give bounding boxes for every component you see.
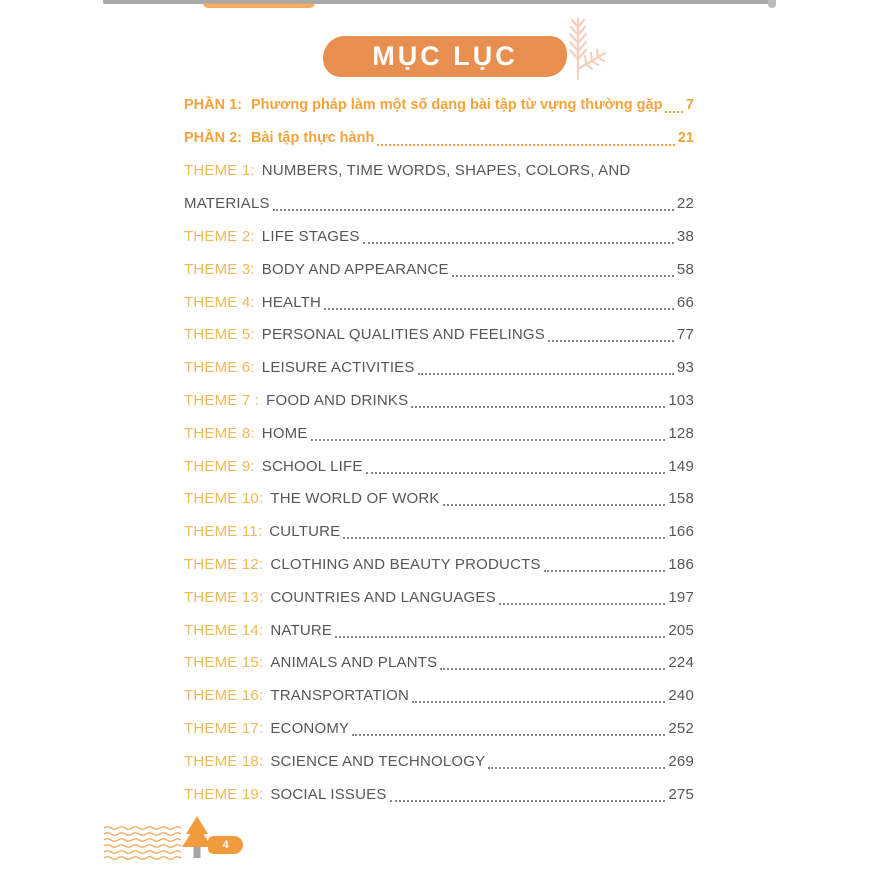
dot-leader — [488, 754, 665, 769]
dot-leader — [499, 590, 666, 605]
toc-theme-row — [184, 712, 694, 745]
theme-page-number: 166 — [668, 523, 694, 541]
toc-theme-row — [184, 614, 694, 647]
theme-page-number: 240 — [668, 687, 694, 705]
theme-title: LEISURE ACTIVITIES — [261, 359, 415, 377]
theme-title: ANIMALS AND PLANTS — [270, 654, 438, 672]
dot-leader — [411, 393, 665, 408]
theme-title: CULTURE — [269, 523, 341, 541]
toc-part-row — [184, 89, 694, 122]
theme-page-number: 269 — [668, 752, 694, 770]
theme-title: HEALTH — [261, 293, 322, 311]
theme-label: THEME 17: — [184, 720, 264, 738]
theme-title: TRANSPORTATION — [270, 687, 409, 705]
theme-page-number: 103 — [668, 392, 694, 410]
theme-label: THEME 15: — [184, 654, 264, 672]
theme-title: SOCIAL ISSUES — [270, 785, 387, 803]
theme-page-number: 22 — [676, 195, 694, 213]
theme-label: THEME 5: — [184, 326, 255, 344]
toc-theme-row — [184, 384, 694, 417]
toc-theme-row — [184, 253, 694, 286]
theme-label: THEME 2: — [184, 228, 255, 246]
theme-label: THEME 14: — [184, 621, 264, 639]
theme-label: THEME 8: — [184, 424, 255, 442]
toc-theme-row — [184, 647, 694, 680]
toc-theme-row — [184, 450, 694, 483]
theme-title: THE WORLD OF WORK — [270, 490, 440, 508]
toc-theme-row — [184, 319, 694, 352]
dot-leader — [548, 327, 674, 342]
dot-leader — [418, 360, 674, 375]
dot-leader — [352, 721, 665, 736]
dot-leader — [452, 262, 674, 277]
theme-label: THEME 13: — [184, 588, 264, 606]
dot-leader — [665, 98, 682, 113]
theme-title-continued: MATERIALS — [184, 195, 270, 213]
theme-label: THEME 11: — [184, 523, 263, 541]
theme-title: FOOD AND DRINKS — [266, 392, 409, 410]
toc-theme-row — [184, 745, 694, 778]
theme-label: THEME 16: — [184, 687, 264, 705]
toc-theme-row — [184, 286, 694, 319]
theme-page-number: 197 — [668, 588, 694, 606]
part-page-number: 7 — [685, 97, 694, 114]
theme-title: SCIENCE AND TECHNOLOGY — [270, 752, 486, 770]
theme-title: NUMBERS, TIME WORDS, SHAPES, COLORS, AND — [261, 162, 631, 180]
toc-theme-row — [184, 581, 694, 614]
dot-leader — [443, 491, 666, 506]
page-title: MỤC LỤC — [372, 41, 518, 71]
theme-title: HOME — [261, 424, 308, 442]
theme-label: THEME 4: — [184, 293, 255, 311]
toc-theme-row — [184, 483, 694, 516]
theme-page-number: 158 — [668, 490, 694, 508]
theme-label: THEME 6: — [184, 359, 255, 377]
dot-leader — [440, 655, 665, 670]
part-label: PHẦN 1: — [184, 97, 243, 114]
theme-page-number: 38 — [676, 228, 694, 246]
theme-page-number: 58 — [676, 260, 694, 278]
toc-list — [184, 89, 694, 811]
theme-label: THEME 19: — [184, 785, 264, 803]
theme-page-number: 186 — [668, 556, 694, 574]
toc-theme-row — [184, 417, 694, 450]
toc-theme-row — [184, 679, 694, 712]
theme-title: CLOTHING AND BEAUTY PRODUCTS — [270, 556, 541, 574]
page-number: 4 — [222, 839, 229, 851]
dot-leader — [273, 196, 674, 211]
toc-banner — [323, 36, 567, 77]
theme-label: THEME 9: — [184, 457, 255, 475]
theme-label: THEME 18: — [184, 752, 264, 770]
theme-title: PERSONAL QUALITIES AND FEELINGS — [261, 326, 546, 344]
dot-leader — [377, 131, 675, 146]
tree-icon — [177, 816, 217, 860]
toc-parts — [184, 89, 694, 155]
toc-theme-row — [184, 351, 694, 384]
theme-label: THEME 1: — [184, 162, 255, 180]
theme-title: SCHOOL LIFE — [261, 457, 363, 475]
toc-themes — [184, 155, 694, 811]
theme-page-number: 252 — [668, 720, 694, 738]
theme-title: COUNTRIES AND LANGUAGES — [270, 588, 496, 606]
dot-leader — [311, 426, 666, 441]
toc-theme-row-wrap — [184, 187, 694, 220]
part-page-number: 21 — [677, 130, 694, 147]
toc-theme-row — [184, 515, 694, 548]
theme-label: THEME 12: — [184, 556, 264, 574]
theme-page-number: 128 — [668, 424, 694, 442]
dot-leader — [412, 688, 665, 703]
dot-leader — [366, 459, 666, 474]
toc-theme-row — [184, 778, 694, 811]
theme-label: THEME 3: — [184, 260, 255, 278]
dot-leader — [324, 295, 674, 310]
theme-label: THEME 10: — [184, 490, 264, 508]
part-title: Bài tập thực hành — [251, 130, 375, 147]
toc-theme-row — [184, 155, 694, 188]
theme-title: LIFE STAGES — [261, 228, 360, 246]
theme-page-number: 275 — [668, 785, 694, 803]
dot-leader — [335, 623, 665, 638]
theme-page-number: 149 — [668, 457, 694, 475]
theme-title: NATURE — [270, 621, 333, 639]
wavy-lines-decoration — [104, 826, 184, 860]
dot-leader — [544, 557, 666, 572]
toc-theme-row — [184, 548, 694, 581]
dot-leader — [390, 787, 666, 802]
dot-leader — [363, 229, 674, 244]
top-page-edge-orange-banner — [203, 3, 315, 8]
theme-page-number: 93 — [676, 359, 694, 377]
toc-theme-row — [184, 220, 694, 253]
dot-leader — [343, 524, 665, 539]
theme-title: ECONOMY — [270, 720, 350, 738]
toc-part-row — [184, 122, 694, 155]
top-page-edge-cap — [768, 0, 776, 8]
theme-label: THEME 7 : — [184, 392, 260, 410]
theme-page-number: 77 — [676, 326, 694, 344]
theme-page-number: 205 — [668, 621, 694, 639]
part-label: PHẦN 2: — [184, 130, 243, 147]
theme-page-number: 66 — [676, 293, 694, 311]
theme-title: BODY AND APPEARANCE — [261, 260, 449, 278]
theme-page-number: 224 — [668, 654, 694, 672]
part-title: Phương pháp làm một số dạng bài tập từ vựng thường gặp — [251, 97, 663, 114]
